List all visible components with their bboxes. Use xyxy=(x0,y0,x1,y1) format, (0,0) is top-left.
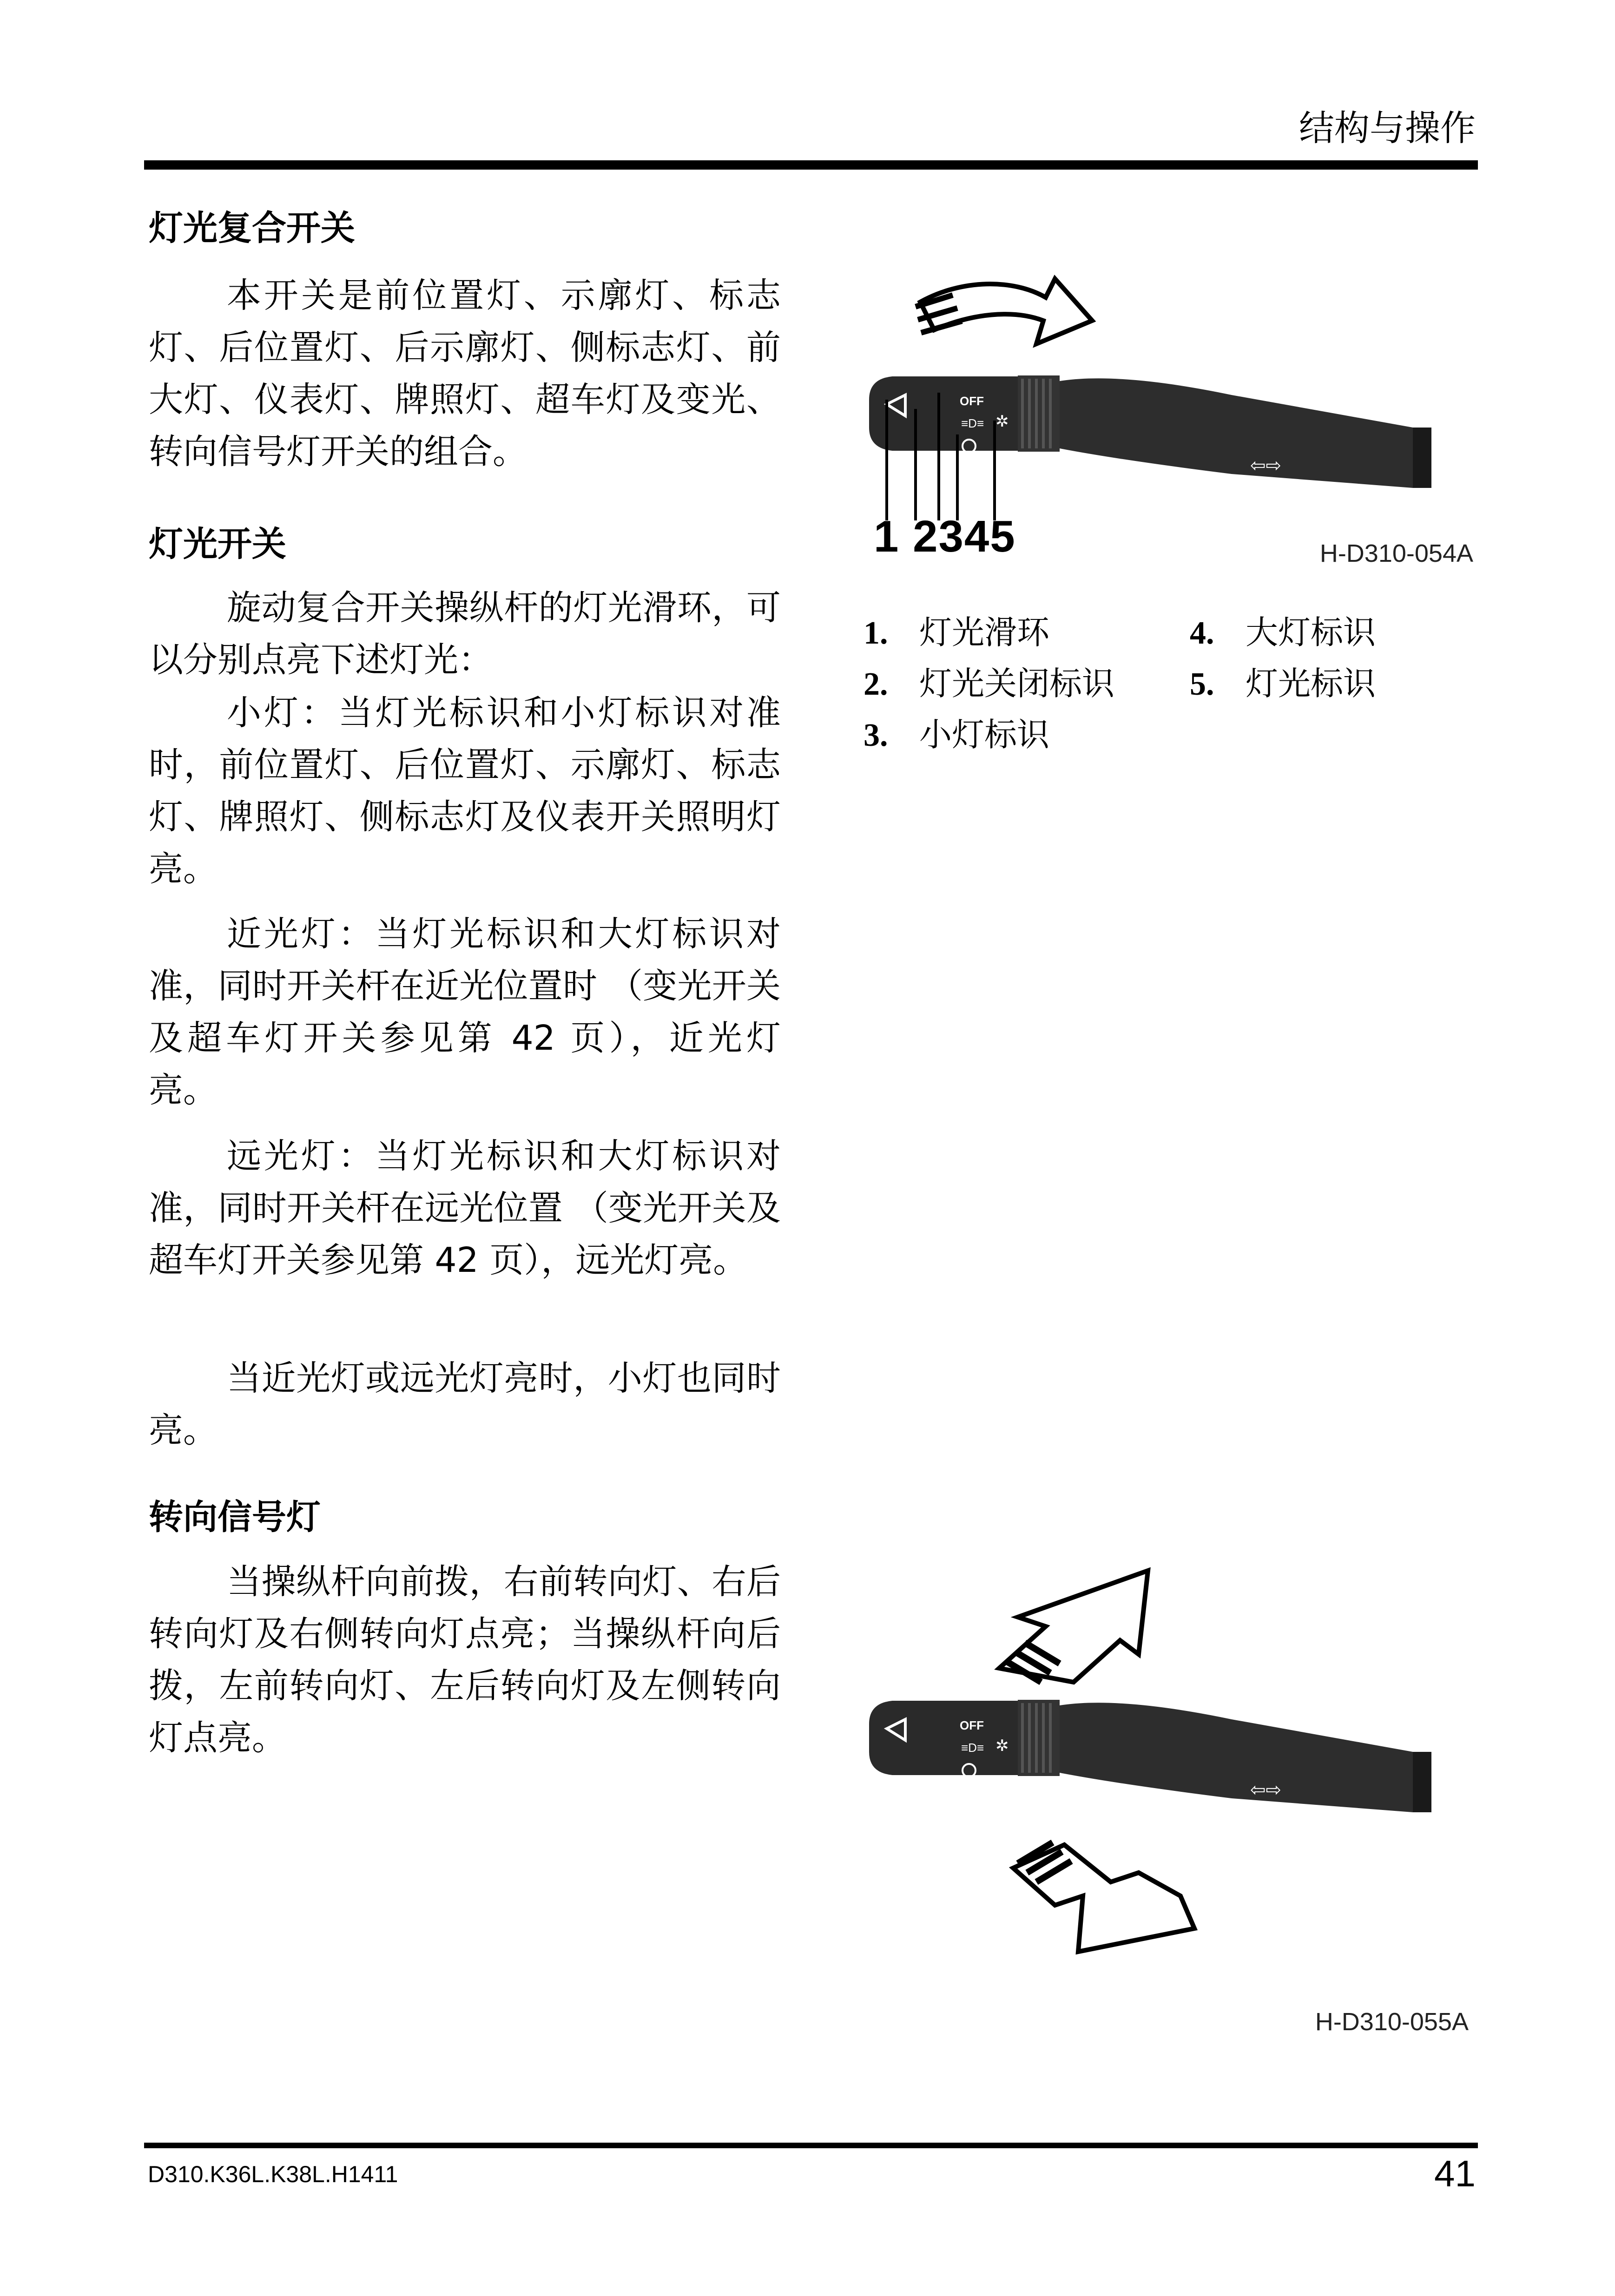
legend-num: 1. xyxy=(864,615,888,651)
figure2-caption: H-D310-055A xyxy=(1315,2008,1469,2036)
figure-light-switch xyxy=(860,260,1478,576)
para-both-lights: 当近光灯或远光灯亮时，小灯也同时亮。 xyxy=(149,1358,781,1450)
footer-rule xyxy=(144,2143,1478,2148)
header-rule xyxy=(144,160,1478,170)
para-small-light: 小灯：当灯光标识和小灯标识对准时，前位置灯、后位置灯、示廓灯、标志灯、牌照灯、侧标志灯及仪表开关照明灯亮。 xyxy=(149,693,781,889)
arrow-backward-icon xyxy=(1013,1842,1194,1952)
heading-turn-signal: 转向信号灯 xyxy=(149,1497,321,1537)
svg-text:≡D≡: ≡D≡ xyxy=(961,1741,984,1755)
heading-combo-switch: 灯光复合开关 xyxy=(149,208,355,248)
svg-text:⇦⇨: ⇦⇨ xyxy=(1250,455,1282,476)
callout-numbers xyxy=(874,511,1016,562)
para-combo-switch: 本开关是前位置灯、示廓灯、标志灯、后位置灯、后示廓灯、侧标志灯、前大灯、仪表灯、牌照灯、超车灯及变光、转向信号灯开关的组合。 xyxy=(149,276,781,472)
para-low-beam: 近光灯：当灯光标识和大灯标识对准，同时开关杆在近光位置时 （变光开关及超车灯开关参见第 42 页），近光灯亮。 xyxy=(149,914,781,1110)
legend-num: 3. xyxy=(864,717,888,753)
legend-text: 灯光关闭标识 xyxy=(919,664,1114,703)
off-mark-2: OFF xyxy=(960,1718,984,1732)
section-header-title: 结构与操作 xyxy=(1299,107,1476,149)
legend-item-4 xyxy=(1190,606,1376,653)
arrow-forward-icon xyxy=(999,1571,1148,1682)
off-mark: OFF xyxy=(960,394,984,408)
footer-doc-code: D310.K36L.K38L.H1411 xyxy=(148,2161,398,2187)
legend-num: 2. xyxy=(864,666,888,702)
legend-item-5 xyxy=(1190,658,1376,704)
legend-num: 4. xyxy=(1190,615,1214,651)
callout-3: 3 xyxy=(938,512,964,561)
heading-light-switch: 灯光开关 xyxy=(149,524,286,564)
legend-item-3 xyxy=(864,709,1049,756)
callout-4: 4 xyxy=(964,512,990,561)
para-turn-signal: 当操纵杆向前拨，右前转向灯、右后转向灯及右侧转向灯点亮；当操纵杆向后拨，左前转向灯、左后转向灯及左侧转向灯点亮。 xyxy=(149,1562,781,1758)
legend-item-2 xyxy=(864,658,1114,704)
figure1-caption: H-D310-054A xyxy=(1319,539,1473,567)
legend-item-1 xyxy=(864,606,1049,653)
legend-num: 5. xyxy=(1190,666,1214,702)
figure-turn-signal xyxy=(860,1561,1478,2049)
svg-text:✲: ✲ xyxy=(995,1737,1009,1755)
stalk-lever-2 xyxy=(869,1700,1431,1812)
page-number: 41 xyxy=(1434,2153,1476,2194)
legend-text: 灯光标识 xyxy=(1246,664,1376,703)
svg-text:✲: ✲ xyxy=(995,413,1009,430)
stalk-lever-1 xyxy=(869,375,1431,488)
legend-text: 灯光滑环 xyxy=(919,613,1049,651)
legend-text: 大灯标识 xyxy=(1246,613,1376,651)
rotate-arrow-icon xyxy=(916,279,1092,344)
callout-2: 2 xyxy=(913,512,939,561)
para-light-switch-intro: 旋动复合开关操纵杆的灯光滑环，可以分别点亮下述灯光： xyxy=(149,588,781,680)
callout-5: 5 xyxy=(990,512,1016,561)
callout-1: 1 xyxy=(874,512,900,561)
stalk-diagram-2 xyxy=(860,1561,1478,2049)
svg-text:⇦⇨: ⇦⇨ xyxy=(1250,1780,1282,1800)
legend-text: 小灯标识 xyxy=(919,716,1049,754)
para-high-beam: 远光灯：当灯光标识和大灯标识对准，同时开关杆在远光位置 （变光开关及超车灯开关参见第 42 页），远光灯亮。 xyxy=(149,1136,781,1280)
svg-text:≡D≡: ≡D≡ xyxy=(961,416,984,430)
